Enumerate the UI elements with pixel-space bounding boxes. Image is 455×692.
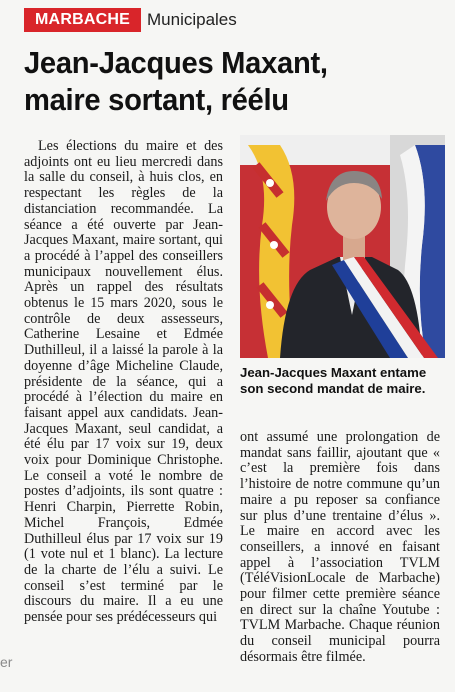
article-photo <box>240 135 445 358</box>
article-paragraph: ont assumé une prolongation de mandat sans faillir, ajoutant que « c’est la première fois dans l’histoire de notre commune qu’un maire a pu reposer sa confiance sur plus d’une trentaine d’élus ». Le maire en accord avec les conseillers, a innové en faisant appel à l’association TVLM (TéléVisionLocale de Marbache) pour filmer cette première séance en direct sur la chaîne Youtube : TVLM Marbache. Chaque réunion du conseil municipal pourra désormais être filmée. <box>240 429 440 665</box>
mayor-photo-illustration <box>240 135 445 358</box>
photo-caption: Jean-Jacques Maxant entame son second mandat de maire. <box>240 365 427 396</box>
article-right-column <box>240 430 440 666</box>
article-left-column <box>24 139 223 626</box>
article-paragraph: Les élections du maire et des adjoints ont eu lieu mercredi dans la salle du conseil, à huis clos, en respectant les règles de la distanciation recommandée. La séance a été ouverte par Jean-Jacques Maxant, maire sortant, qui a procédé à l’appel des conseillers municipaux nouvellement élus. Après un rappel des résultats obtenus le 15 mars 2020, sous le contrôle de deux assesseurs, Catherine Lesaine et Edmée Duthilleul, il a laissé la parole à la doyenne d’âge Micheline Claude, présidente de la séance, qui a procédé à l’élection du maire en faisant appel aux candidats. Jean-Jacques Maxant, seul candidat, a été élu par 17 voix sur 19, deux voix pour Dominique Christophe. Le conseil a voté le nombre de postes d’adjoints, ils sont quatre : Henri Charpin, Pierrette Robin, Michel François, Edmée Duthilleul élus par 17 voix sur 19 (1 vote nul et 1 blanc). La lecture de la charte de l’élu a suivi. Le conseil s’est terminé par le discours du maire. Il a eu une pensée pour ses prédécesseurs qui <box>24 138 223 626</box>
section-label: Municipales <box>147 10 237 29</box>
headline <box>24 44 444 118</box>
headline-line-2: maire sortant, réélu <box>24 82 289 117</box>
cropped-edge-text: er <box>0 654 13 670</box>
town-tag: MARBACHE <box>24 8 141 32</box>
headline-line-1: Jean-Jacques Maxant, <box>24 45 328 80</box>
